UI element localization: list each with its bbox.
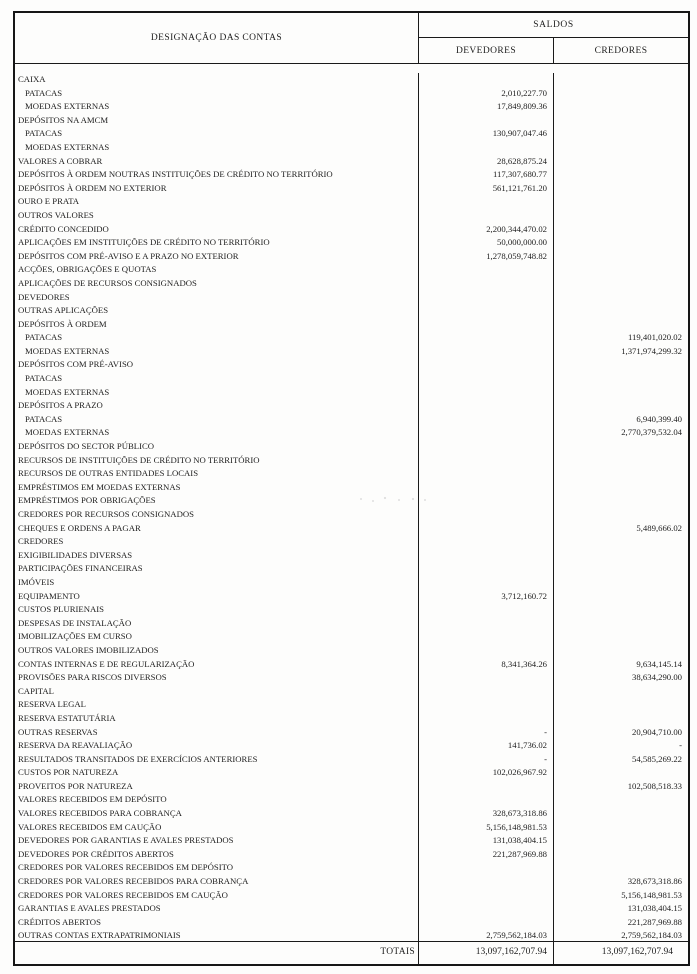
credores-value-cell	[554, 807, 688, 821]
table-row	[15, 698, 688, 712]
totals-devedores-value: 13,097,162,707.94	[419, 942, 554, 964]
account-name-cell: CUSTOS PLURIENAIS	[15, 603, 419, 617]
table-row	[15, 793, 688, 807]
table-row	[15, 766, 688, 780]
devedores-value-cell	[419, 481, 554, 495]
account-name-cell: IMOBILIZAÇÕES EM CURSO	[15, 630, 419, 644]
devedores-value-cell	[419, 576, 554, 590]
table-row	[15, 889, 688, 903]
credores-value-cell	[554, 590, 688, 604]
table-row	[15, 821, 688, 835]
credores-value-cell	[554, 494, 688, 508]
table-row	[15, 141, 688, 155]
devedores-value-cell	[419, 549, 554, 563]
table-row	[15, 929, 688, 941]
credores-value-cell	[554, 821, 688, 835]
table-row	[15, 168, 688, 182]
table-row	[15, 87, 688, 101]
table-row	[15, 155, 688, 169]
devedores-value-cell	[419, 331, 554, 345]
credores-value-cell	[554, 535, 688, 549]
table-row	[15, 399, 688, 413]
table-row	[15, 426, 688, 440]
credores-value-cell	[554, 508, 688, 522]
account-name-cell: CRÉDITO CONCEDIDO	[15, 223, 419, 237]
devedores-value-cell	[419, 467, 554, 481]
devedores-value-cell	[419, 195, 554, 209]
devedores-value-cell: -	[419, 726, 554, 740]
devedores-value-cell	[419, 426, 554, 440]
credores-value-cell	[554, 87, 688, 101]
credores-value-cell	[554, 793, 688, 807]
table-row	[15, 753, 688, 767]
credores-value-cell	[554, 685, 688, 699]
credores-value-cell	[554, 209, 688, 223]
account-name-cell: CREDORES POR RECURSOS CONSIGNADOS	[15, 508, 419, 522]
credores-value-cell: 54,585,269.22	[632, 753, 682, 764]
table-row	[15, 848, 688, 862]
devedores-value-cell: 5,156,148,981.53	[419, 821, 554, 835]
devedores-value-cell	[419, 399, 554, 413]
table-row	[15, 386, 688, 400]
credores-column-header: CREDORES	[594, 45, 648, 56]
devedores-value-cell	[419, 780, 554, 794]
devedores-value-cell: 3,712,160.72	[419, 590, 554, 604]
credores-value-cell	[554, 195, 688, 209]
credores-value-cell: 5,156,148,981.53	[621, 889, 682, 900]
account-name-cell: EMPRÉSTIMOS EM MOEDAS EXTERNAS	[15, 481, 419, 495]
saldos-subheaders	[419, 38, 688, 63]
devedores-value-cell	[419, 345, 554, 359]
table-row	[15, 304, 688, 318]
devedores-value-cell	[419, 318, 554, 332]
credores-value-cell	[554, 358, 688, 372]
account-name-cell: CAIXA	[15, 73, 419, 87]
table-row	[15, 263, 688, 277]
table-row	[15, 902, 688, 916]
credores-value-cell	[554, 562, 688, 576]
credores-value-cell	[554, 549, 688, 563]
credores-value-cell	[554, 277, 688, 291]
totals-row	[15, 941, 688, 964]
devedores-value-cell	[419, 141, 554, 155]
credores-value-cell: 6,940,399.40	[636, 413, 682, 424]
account-name-cell: DEPÓSITOS À ORDEM	[15, 318, 419, 332]
account-name-cell: OUTROS VALORES	[15, 209, 419, 223]
table-row	[15, 413, 688, 427]
credores-value-cell	[554, 617, 688, 631]
credores-value-cell: 2,770,379,532.04	[621, 427, 682, 438]
table-row	[15, 535, 688, 549]
table-row	[15, 603, 688, 617]
devedores-column-header: DEVEDORES	[419, 38, 554, 63]
credores-value-cell: 5,489,666.02	[636, 522, 682, 533]
account-name-cell: VALORES A COBRAR	[15, 155, 419, 169]
devedores-value-cell	[419, 494, 554, 508]
saldos-header-group	[419, 13, 688, 63]
table-row	[15, 494, 688, 508]
account-name-cell: VALORES RECEBIDOS EM CAUÇÃO	[15, 821, 419, 835]
devedores-value-cell	[419, 277, 554, 291]
credores-value-cell: 102,508,518.33	[627, 780, 682, 791]
credores-value-cell	[554, 834, 688, 848]
devedores-value-cell	[419, 861, 554, 875]
account-name-cell: OUTRAS RESERVAS	[15, 726, 419, 740]
table-row	[15, 73, 688, 87]
account-name-cell: CHEQUES E ORDENS A PAGAR	[15, 522, 419, 536]
account-name-cell: PARTICIPAÇÕES FINANCEIRAS	[15, 562, 419, 576]
devedores-value-cell: 1,278,059,748.82	[419, 250, 554, 264]
table-row	[15, 630, 688, 644]
account-name-cell: CONTAS INTERNAS E DE REGULARIZAÇÃO	[15, 658, 419, 672]
devedores-value-cell: 8,341,364.26	[419, 658, 554, 672]
account-name-cell: RECURSOS DE OUTRAS ENTIDADES LOCAIS	[15, 467, 419, 481]
table-row	[15, 644, 688, 658]
devedores-value-cell: 102,026,967.92	[419, 766, 554, 780]
credores-value-cell: 119,401,020.02	[628, 332, 682, 343]
account-name-cell: RECURSOS DE INSTITUIÇÕES DE CRÉDITO NO TERRITÓRIO	[15, 454, 419, 468]
devedores-value-cell	[419, 508, 554, 522]
credores-value-cell	[554, 236, 688, 250]
account-name-cell: CREDORES POR VALORES RECEBIDOS EM DEPÓSITO	[15, 861, 419, 875]
credores-value-cell	[554, 848, 688, 862]
account-name-cell: APLICAÇÕES DE RECURSOS CONSIGNADOS	[15, 277, 419, 291]
credores-value-cell	[554, 127, 688, 141]
table-row	[15, 590, 688, 604]
devedores-value-cell	[419, 522, 554, 536]
table-row	[15, 454, 688, 468]
credores-value-cell	[554, 114, 688, 128]
table-row	[15, 318, 688, 332]
devedores-value-cell: 141,736.02	[419, 739, 554, 753]
account-name-cell: PATACAS	[15, 331, 419, 345]
account-name-cell: RESERVA ESTATUTÁRIA	[15, 712, 419, 726]
account-name-cell: RESERVA DA REAVALIAÇÃO	[15, 739, 419, 753]
table-header	[15, 13, 688, 64]
credores-value-cell	[554, 630, 688, 644]
devedores-value-cell	[419, 291, 554, 305]
table-row	[15, 223, 688, 237]
account-name-cell: MOEDAS EXTERNAS	[15, 345, 419, 359]
account-name-cell: OURO E PRATA	[15, 195, 419, 209]
credores-value-cell: 20,904,710.00	[632, 726, 682, 737]
table-row	[15, 481, 688, 495]
devedores-value-cell	[419, 889, 554, 903]
account-name-cell: DEPÓSITOS COM PRÉ-AVISO	[15, 358, 419, 372]
account-name-cell: DEPÓSITOS À ORDEM NOUTRAS INSTITUIÇÕES DE CRÉDITO NO TERRITÓRIO	[15, 168, 419, 182]
credores-value-cell	[554, 576, 688, 590]
credores-value-cell	[554, 304, 688, 318]
table-row	[15, 780, 688, 794]
credores-value-cell	[554, 454, 688, 468]
credores-value-cell: 2,759,562,184.03	[621, 930, 682, 941]
table-row	[15, 508, 688, 522]
credores-value-cell	[554, 440, 688, 454]
account-name-cell: DEVEDORES	[15, 291, 419, 305]
table-body	[15, 64, 688, 941]
devedores-value-cell: 28,628,875.24	[419, 155, 554, 169]
credores-value-cell	[554, 182, 688, 196]
devedores-value-cell	[419, 454, 554, 468]
account-name-cell: OUTRAS APLICAÇÕES	[15, 304, 419, 318]
credores-value-cell: 221,287,969.88	[627, 916, 682, 927]
devedores-value-cell: 221,287,969.88	[419, 848, 554, 862]
table-row	[15, 182, 688, 196]
credores-value-cell	[554, 141, 688, 155]
saldos-header: SALDOS	[419, 13, 688, 38]
devedores-value-cell: 2,759,562,184.03	[419, 929, 554, 941]
account-name-cell: DEPÓSITOS DO SECTOR PÚBLICO	[15, 440, 419, 454]
account-name-cell: CREDORES	[15, 535, 419, 549]
account-name-cell: DEPÓSITOS A PRAZO	[15, 399, 419, 413]
table-row	[15, 277, 688, 291]
account-name-cell: DESPESAS DE INSTALAÇÃO	[15, 617, 419, 631]
account-name-cell: CREDORES POR VALORES RECEBIDOS EM CAUÇÃO	[15, 889, 419, 903]
devedores-value-cell	[419, 644, 554, 658]
totals-label: TOTAIS	[15, 942, 419, 964]
account-name-cell: RESULTADOS TRANSITADOS DE EXERCÍCIOS ANTERIORES	[15, 753, 419, 767]
devedores-value-cell	[419, 916, 554, 930]
table-row	[15, 209, 688, 223]
designacao-das-contas-header: DESIGNAÇÃO DAS CONTAS	[15, 13, 419, 63]
credores-value-cell	[554, 223, 688, 237]
account-name-cell: CREDORES POR VALORES RECEBIDOS PARA COBRANÇA	[15, 875, 419, 889]
credores-value-cell	[554, 766, 688, 780]
credores-value-cell	[554, 250, 688, 264]
table-row	[15, 671, 688, 685]
table-row	[15, 562, 688, 576]
table-row	[15, 834, 688, 848]
table-row	[15, 726, 688, 740]
accounts-table	[13, 11, 690, 966]
account-name-cell: CUSTOS POR NATUREZA	[15, 766, 419, 780]
table-row	[15, 712, 688, 726]
devedores-value-cell	[419, 603, 554, 617]
devedores-value-cell	[419, 386, 554, 400]
account-name-cell: CRÉDITOS ABERTOS	[15, 916, 419, 930]
account-name-cell: MOEDAS EXTERNAS	[15, 100, 419, 114]
devedores-value-cell	[419, 562, 554, 576]
table-row	[15, 195, 688, 209]
devedores-value-cell: 328,673,318.86	[419, 807, 554, 821]
devedores-value-cell	[419, 73, 554, 87]
devedores-value-cell	[419, 535, 554, 549]
account-name-cell: EXIGIBILIDADES DIVERSAS	[15, 549, 419, 563]
devedores-value-cell	[419, 114, 554, 128]
devedores-value-cell	[419, 902, 554, 916]
account-name-cell: PATACAS	[15, 87, 419, 101]
table-row	[15, 861, 688, 875]
credores-value-cell	[554, 168, 688, 182]
credores-value-cell	[554, 318, 688, 332]
credores-value-cell	[554, 263, 688, 277]
credores-value-cell: 131,038,404.15	[627, 903, 682, 914]
totals-credores-value: 13,097,162,707.94	[601, 947, 673, 957]
table-row	[15, 291, 688, 305]
table-row	[15, 875, 688, 889]
credores-value-cell	[554, 399, 688, 413]
table-row	[15, 739, 688, 753]
table-row	[15, 372, 688, 386]
credores-value-cell	[554, 861, 688, 875]
credores-value-cell: 328,673,318.86	[627, 876, 682, 887]
account-name-cell: DEPÓSITOS NA AMCM	[15, 114, 419, 128]
devedores-value-cell: 117,307,680.77	[419, 168, 554, 182]
credores-value-cell	[554, 73, 688, 87]
credores-value-cell: 38,634,290.00	[632, 672, 682, 683]
table-row	[15, 345, 688, 359]
account-name-cell: EQUIPAMENTO	[15, 590, 419, 604]
account-name-cell: PROVEITOS POR NATUREZA	[15, 780, 419, 794]
devedores-value-cell: 17,849,809.36	[419, 100, 554, 114]
devedores-value-cell	[419, 440, 554, 454]
table-row	[15, 100, 688, 114]
table-row	[15, 576, 688, 590]
account-name-cell: RESERVA LEGAL	[15, 698, 419, 712]
account-name-cell: MOEDAS EXTERNAS	[15, 386, 419, 400]
table-row	[15, 807, 688, 821]
devedores-value-cell	[419, 630, 554, 644]
account-name-cell: MOEDAS EXTERNAS	[15, 141, 419, 155]
devedores-value-cell: 561,121,761.20	[419, 182, 554, 196]
devedores-value-cell	[419, 712, 554, 726]
devedores-value-cell: 2,010,227.70	[419, 87, 554, 101]
account-name-cell: DEPÓSITOS COM PRÉ-AVISO E A PRAZO NO EXTERIOR	[15, 250, 419, 264]
account-name-cell: VALORES RECEBIDOS EM DEPÓSITO	[15, 793, 419, 807]
devedores-value-cell	[419, 263, 554, 277]
devedores-value-cell	[419, 685, 554, 699]
account-name-cell: DEVEDORES POR CRÉDITOS ABERTOS	[15, 848, 419, 862]
devedores-value-cell: 130,907,047.46	[419, 127, 554, 141]
table-row	[15, 658, 688, 672]
account-name-cell: DEVEDORES POR GARANTIAS E AVALES PRESTADOS	[15, 834, 419, 848]
credores-value-cell	[554, 291, 688, 305]
scan-smudge-artifact	[355, 494, 430, 504]
table-row	[15, 440, 688, 454]
table-row	[15, 127, 688, 141]
devedores-value-cell	[419, 304, 554, 318]
account-name-cell: MOEDAS EXTERNAS	[15, 426, 419, 440]
account-name-cell: PROVISÕES PARA RISCOS DIVERSOS	[15, 671, 419, 685]
account-name-cell: EMPRÉSTIMOS POR OBRIGAÇÕES	[15, 494, 419, 508]
devedores-value-cell	[419, 358, 554, 372]
table-row	[15, 522, 688, 536]
devedores-value-cell	[419, 372, 554, 386]
credores-value-cell	[554, 712, 688, 726]
devedores-value-cell	[419, 875, 554, 889]
table-row	[15, 250, 688, 264]
account-name-cell: PATACAS	[15, 413, 419, 427]
table-row	[15, 467, 688, 481]
account-name-cell: ACÇÕES, OBRIGAÇÕES E QUOTAS	[15, 263, 419, 277]
credores-value-cell	[554, 698, 688, 712]
credores-value-cell	[554, 372, 688, 386]
devedores-value-cell	[419, 617, 554, 631]
table-row	[15, 236, 688, 250]
account-name-cell: GARANTIAS E AVALES PRESTADOS	[15, 902, 419, 916]
credores-value-cell: -	[679, 740, 682, 751]
account-name-cell: CAPITAL	[15, 685, 419, 699]
devedores-value-cell	[419, 209, 554, 223]
table-row	[15, 549, 688, 563]
account-name-cell: PATACAS	[15, 372, 419, 386]
account-name-cell: PATACAS	[15, 127, 419, 141]
devedores-value-cell: 50,000,000.00	[419, 236, 554, 250]
table-row	[15, 916, 688, 930]
table-row	[15, 114, 688, 128]
devedores-value-cell: 131,038,404.15	[419, 834, 554, 848]
devedores-value-cell	[419, 671, 554, 685]
credores-value-cell	[554, 644, 688, 658]
account-name-cell: OUTRAS CONTAS EXTRAPATRIMONIAIS	[15, 929, 419, 941]
devedores-value-cell: 2,200,344,470.02	[419, 223, 554, 237]
credores-value-cell	[554, 386, 688, 400]
credores-value-cell	[554, 155, 688, 169]
account-name-cell: VALORES RECEBIDOS PARA COBRANÇA	[15, 807, 419, 821]
account-name-cell: DEPÓSITOS À ORDEM NO EXTERIOR	[15, 182, 419, 196]
table-row	[15, 358, 688, 372]
credores-value-cell	[554, 603, 688, 617]
account-name-cell: IMÓVEIS	[15, 576, 419, 590]
credores-value-cell	[554, 100, 688, 114]
devedores-value-cell	[419, 698, 554, 712]
credores-value-cell	[554, 481, 688, 495]
table-row	[15, 617, 688, 631]
credores-value-cell: 1,371,974,299.32	[621, 345, 682, 356]
table-row	[15, 331, 688, 345]
table-row	[15, 685, 688, 699]
credores-value-cell: 9,634,145.14	[636, 658, 682, 669]
account-name-cell: APLICAÇÕES EM INSTITUIÇÕES DE CRÉDITO NO TERRITÓRIO	[15, 236, 419, 250]
devedores-value-cell	[419, 413, 554, 427]
credores-value-cell	[554, 467, 688, 481]
account-name-cell: OUTROS VALORES IMOBILIZADOS	[15, 644, 419, 658]
devedores-value-cell	[419, 793, 554, 807]
devedores-value-cell: -	[419, 753, 554, 767]
